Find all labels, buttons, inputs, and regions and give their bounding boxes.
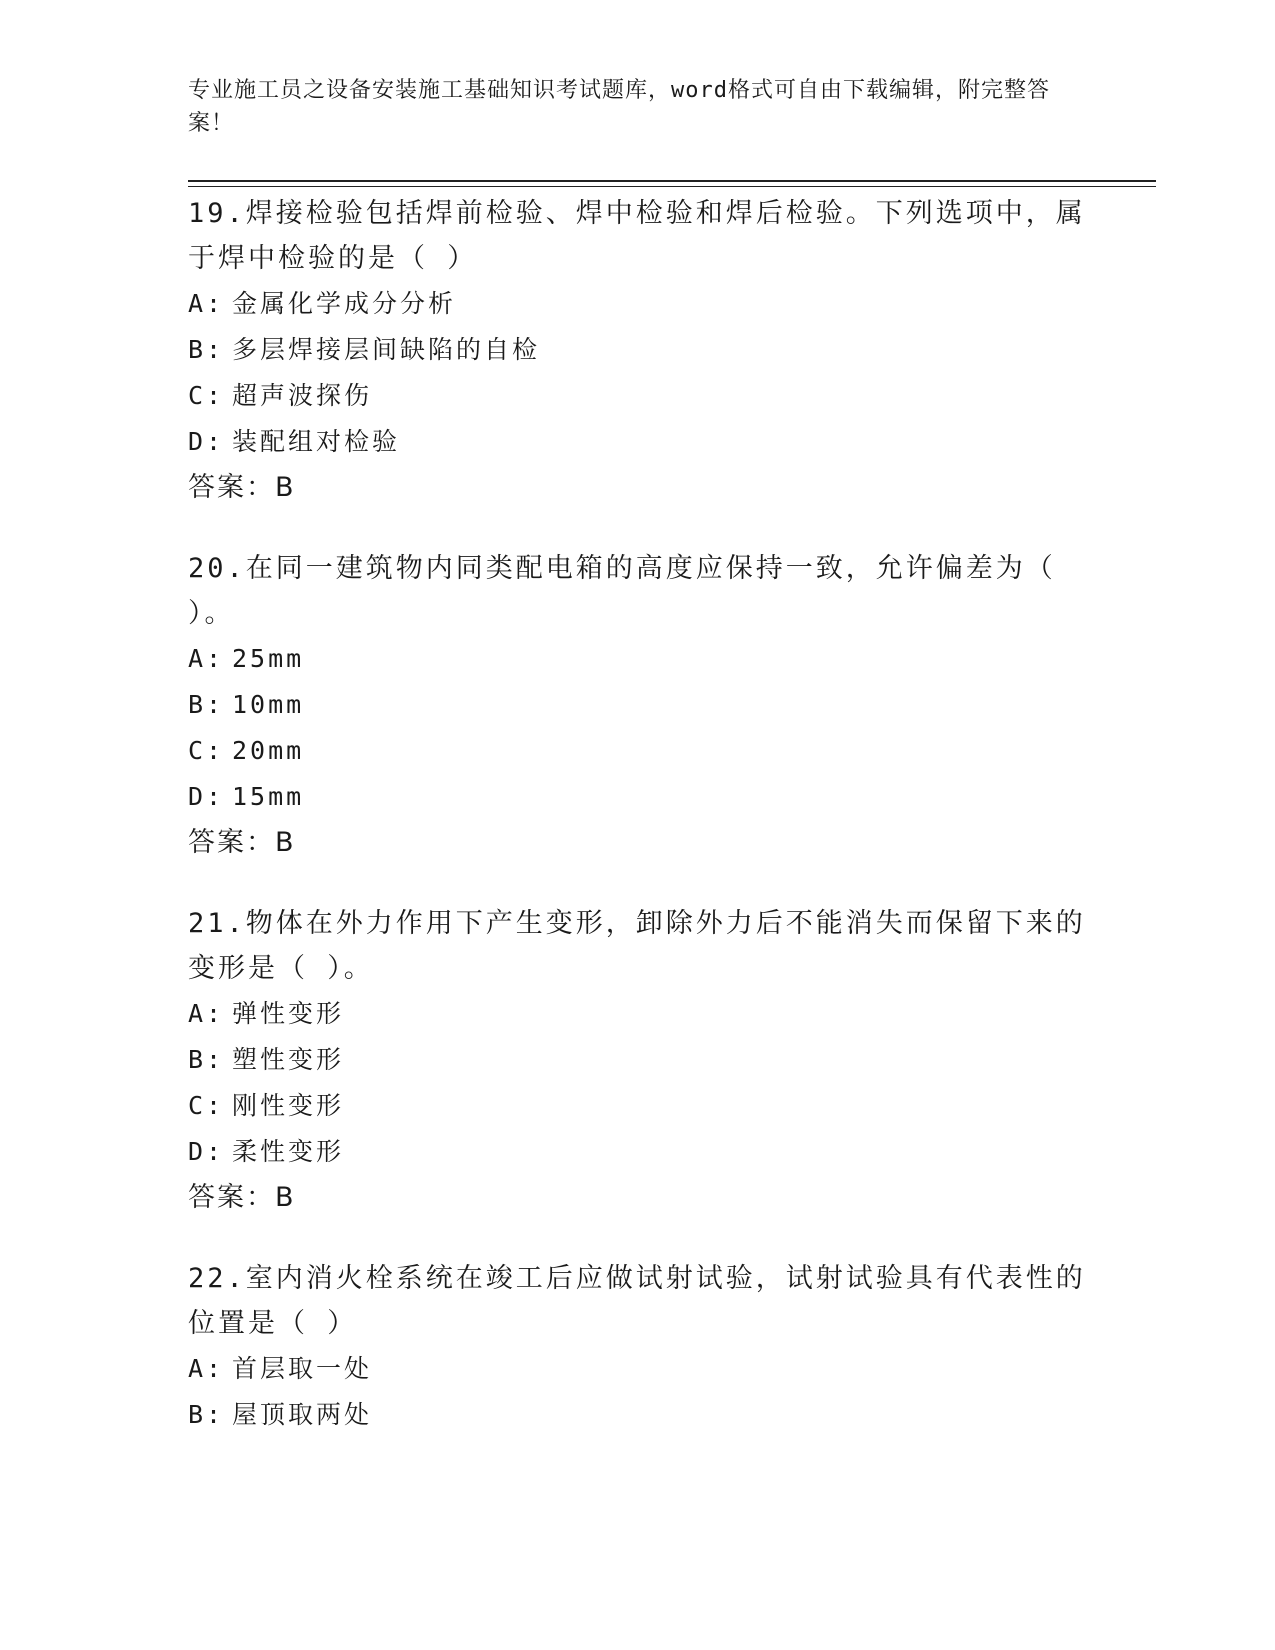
option-key: D: [188,782,225,811]
option-b [188,1392,1088,1438]
option-text: 柔性变形 [232,1137,345,1166]
option-text: 屋顶取两处 [232,1400,373,1429]
question-22 [188,1253,1088,1438]
answer: 答案：B [188,472,296,503]
option-text: 25mm [232,644,305,673]
option-key: B: [188,335,225,364]
option-a [188,1346,1088,1392]
option-a [188,991,1088,1037]
option-text: 20mm [232,736,305,765]
option-b [188,327,1088,373]
question-20 [188,543,1088,865]
option-key: B: [188,1400,225,1429]
document-header: 专业施工员之设备安装施工基础知识考试题库，word格式可自由下载编辑，附完整答案！ [188,78,1050,136]
question-list [188,188,1088,1471]
question-stem: 21.物体在外力作用下产生变形，卸除外力后不能消失而保留下来的变形是（ ）。 [188,908,1086,984]
option-text: 10mm [232,690,305,719]
option-key: C: [188,1091,225,1120]
option-key: B: [188,690,225,719]
question-19 [188,188,1088,510]
answer: 答案：B [188,1182,296,1213]
option-text: 多层焊接层间缺陷的自检 [232,335,541,364]
option-text: 首层取一处 [232,1354,373,1383]
option-text: 15mm [232,782,305,811]
option-key: B: [188,1045,225,1074]
option-c [188,1083,1088,1129]
option-c [188,373,1088,419]
question-21 [188,898,1088,1220]
option-d [188,419,1088,465]
answer: 答案：B [188,827,296,858]
option-b [188,682,1088,728]
option-key: A: [188,644,225,673]
header-divider-thick [188,180,1156,182]
header-divider-thin [188,186,1156,187]
option-key: C: [188,381,225,410]
option-d [188,1129,1088,1175]
option-key: A: [188,1354,225,1383]
option-text: 金属化学成分分析 [232,289,457,318]
option-key: A: [188,999,225,1028]
question-stem: 19.焊接检验包括焊前检验、焊中检验和焊后检验。下列选项中，属于焊中检验的是（ ） [188,198,1086,274]
option-d [188,774,1088,820]
option-a [188,636,1088,682]
option-key: D: [188,427,225,456]
option-key: D: [188,1137,225,1166]
question-stem: 20.在同一建筑物内同类配电箱的高度应保持一致，允许偏差为（ ）。 [188,553,1056,629]
option-key: A: [188,289,225,318]
option-text: 刚性变形 [232,1091,345,1120]
option-text: 塑性变形 [232,1045,345,1074]
option-c [188,728,1088,774]
question-stem: 22.室内消火栓系统在竣工后应做试射试验，试射试验具有代表性的位置是（ ） [188,1263,1086,1339]
option-key: C: [188,736,225,765]
option-text: 超声波探伤 [232,381,373,410]
option-a [188,281,1088,327]
option-text: 装配组对检验 [232,427,401,456]
option-b [188,1037,1088,1083]
option-text: 弹性变形 [232,999,345,1028]
